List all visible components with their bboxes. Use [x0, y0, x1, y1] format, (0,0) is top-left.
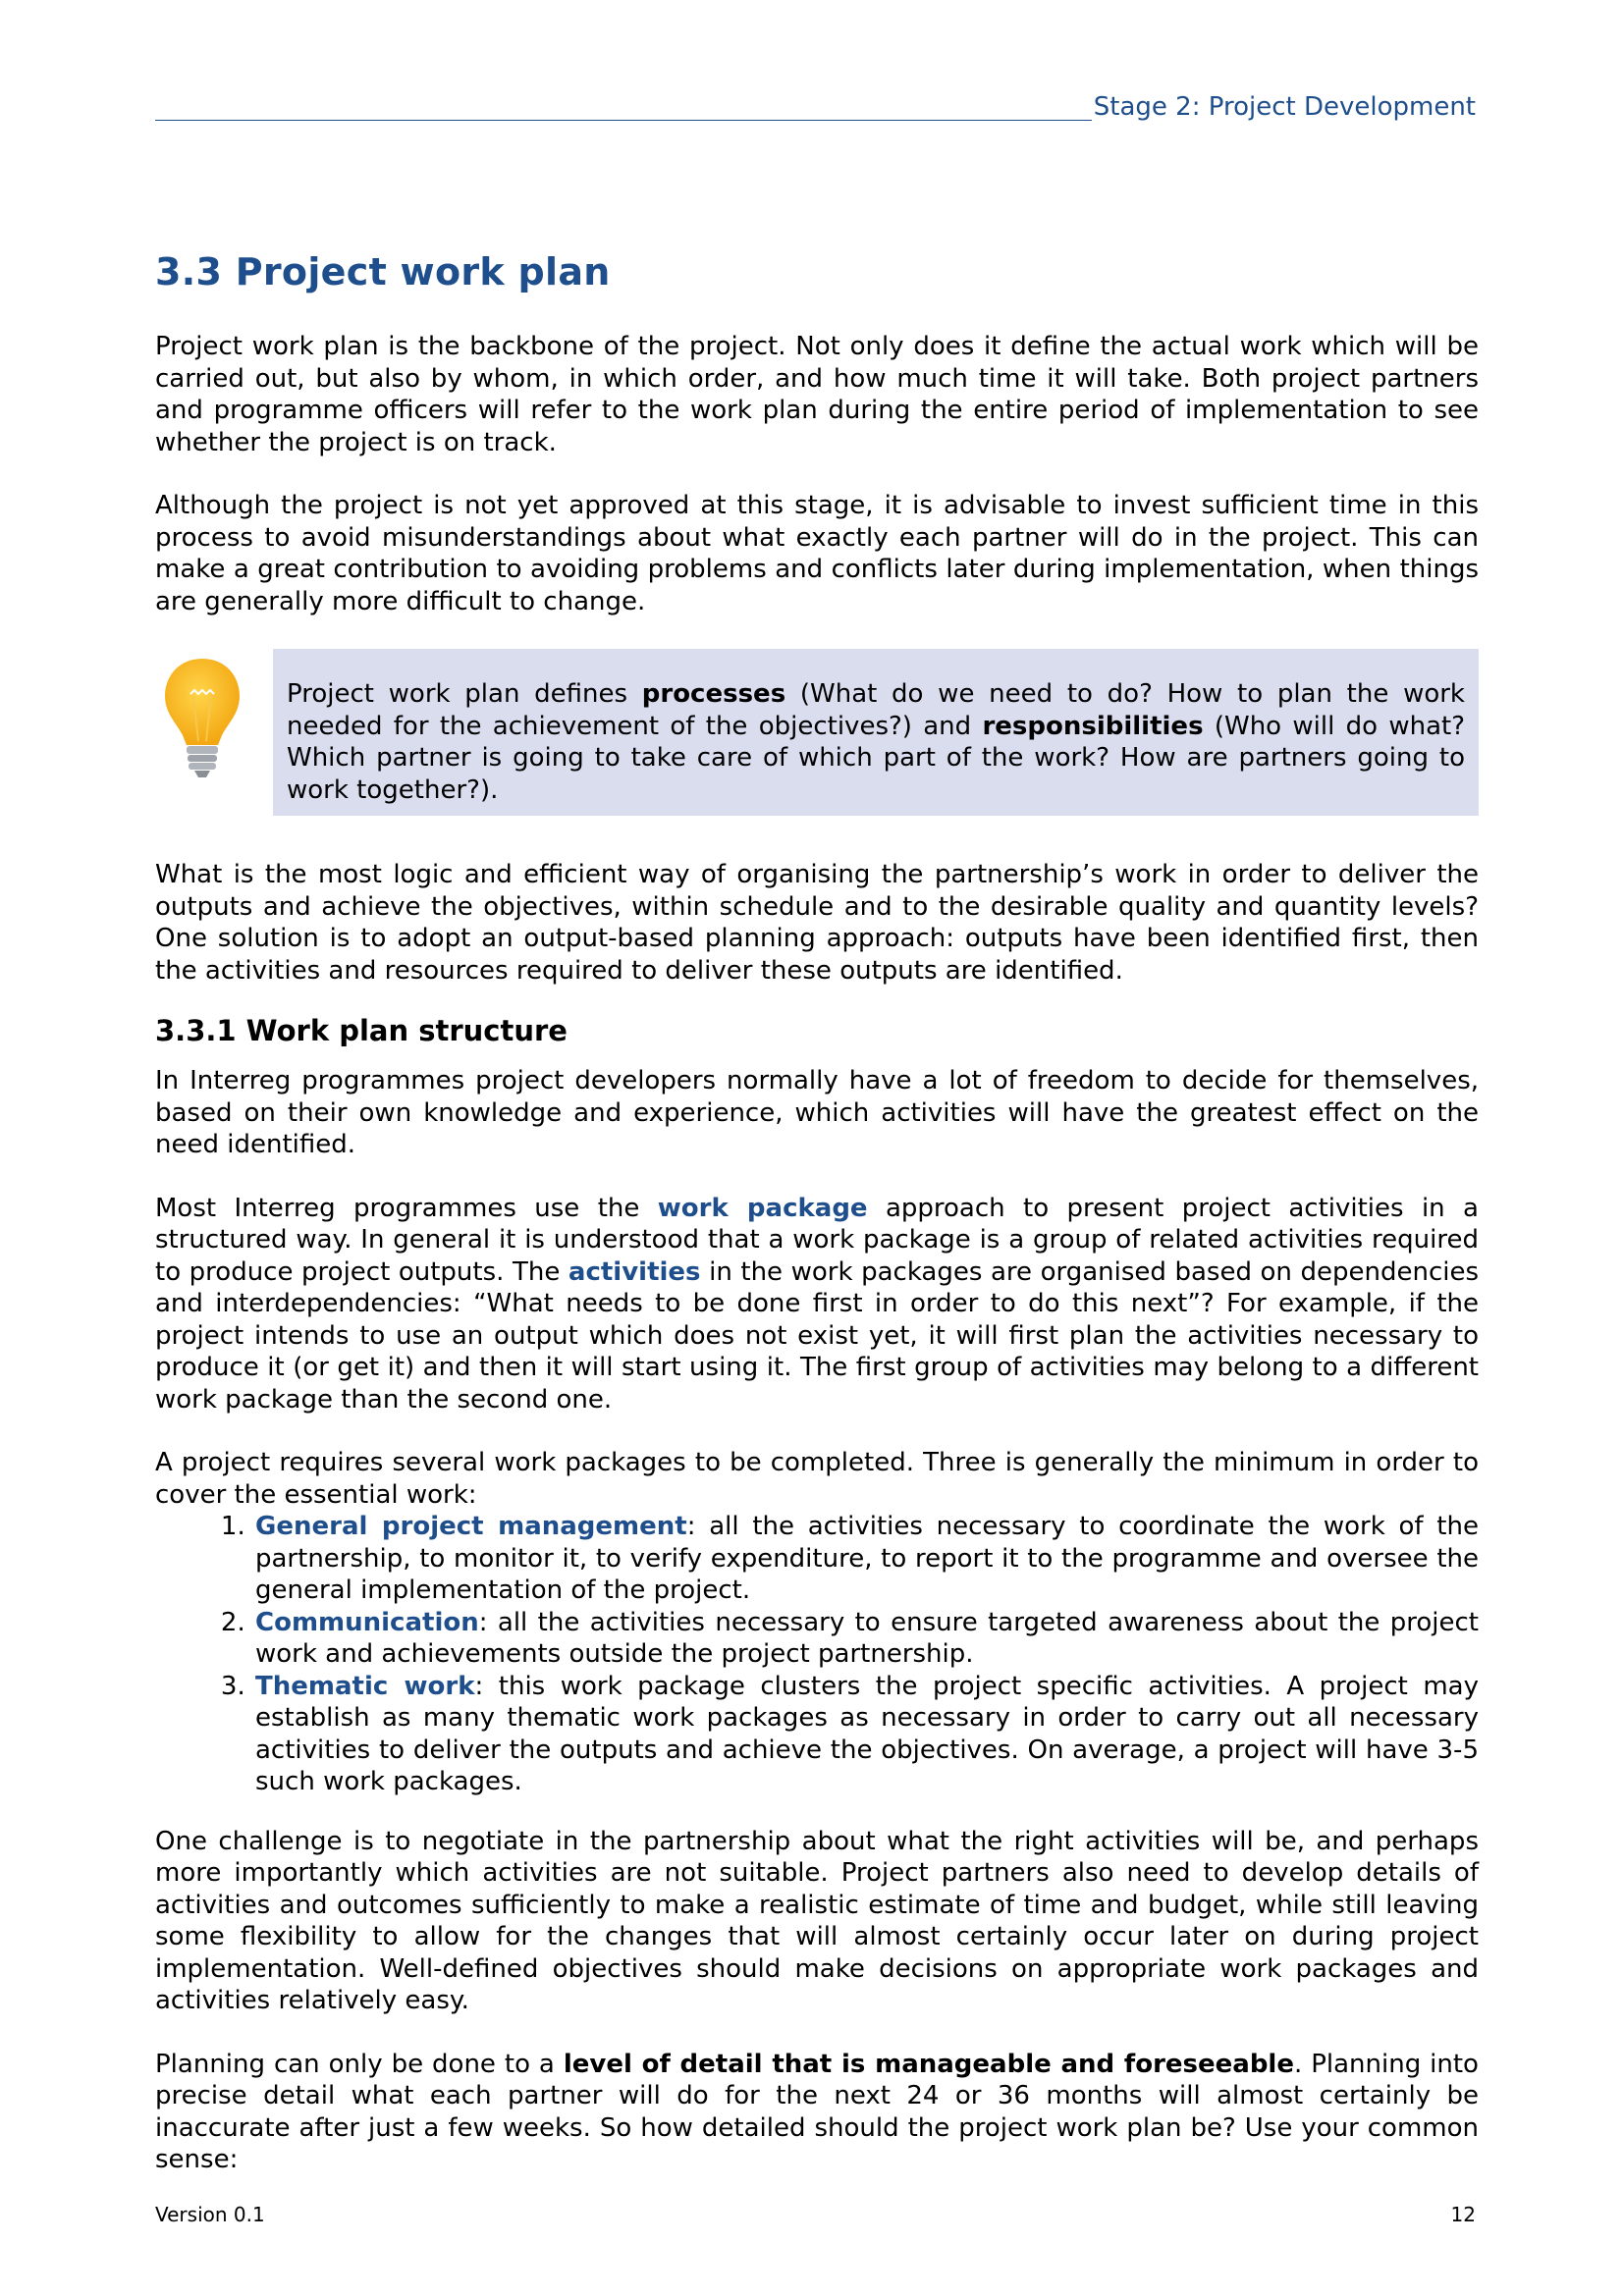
tip-text-part: (What do we need to do? How to plan the work needed for the achievement of the objectives?) and	[287, 679, 1465, 741]
footer-page-number: 12	[1450, 2203, 1476, 2226]
p5-text-a: Most Interreg programmes use the	[155, 1193, 658, 1223]
body-paragraph-7: One challenge is to negotiate in the partnership about what the right activities will be, and perhaps more importantly which activities are not suitable. Project partners also need to develop details of activities and outcomes sufficiently to make a realistic estimate of time and budget, while still leaving some flexibility to allow for the changes that will almost certainly occur later on during project implementation. Well-defined objectives should make decisions on appropriate work packages and activities relatively easy.	[155, 1826, 1479, 2015]
intro-paragraph-2: Although the project is not yet approved at this stage, it is advisable to invest sufficient time in this process to avoid misunderstandings about what exactly each partner will do in the project. This can make a great contribution to avoiding problems and conflicts later during implementation, when things are generally more difficult to change.	[155, 491, 1479, 616]
work-package-list	[155, 1511, 1479, 1798]
section-title: 3.3 Project work plan	[155, 250, 611, 294]
body-paragraph-5	[155, 1193, 1479, 1416]
list-item-term: Thematic work	[255, 1671, 475, 1701]
header-stage: Stage 2: Project Development	[1093, 92, 1476, 122]
list-item	[253, 1607, 1479, 1671]
list-item-text: : all the activities necessary to coordinate the work of the partnership, to monitor it, to verify expenditure, to report it to the programme and oversee the general implementation of the project.	[255, 1512, 1479, 1605]
term-activities: activities	[568, 1256, 701, 1287]
tip-bold-processes: processes	[641, 679, 786, 709]
term-work-package: work package	[657, 1193, 868, 1223]
tip-bold-responsibilities: responsibilities	[982, 711, 1204, 741]
header-rule	[155, 120, 1104, 121]
p5-text-c: in the work packages are organised based on dependencies and interdependencies: “What needs to be done first in order to do this next”? For example, if the project intends to use an output which does not exist yet, it will first plan the activities necessary to produce it (or get it) and then it will start using it. The first group of activities may belong to a different work package than the second one.	[155, 1256, 1480, 1415]
tip-text-part: (Who will do what? Which partner is going to take care of which part of the work? How are partners going to work together?).	[287, 711, 1465, 805]
list-item	[253, 1671, 1479, 1798]
lightbulb-icon	[161, 655, 243, 780]
page-content	[155, 250, 1479, 2176]
p8-bold: level of detail that is manageable and foreseeable	[563, 2049, 1294, 2079]
list-item	[253, 1511, 1479, 1607]
p5-text-b: approach to present project activities in a structured way. In general it is understood that a work package is a group of related activities required to produce project outputs. The	[155, 1193, 1479, 1287]
footer-version: Version 0.1	[155, 2203, 265, 2226]
p8-text-a: Planning can only be done to a	[155, 2049, 564, 2079]
list-item-term: Communication	[255, 1607, 479, 1637]
body-paragraph-3: What is the most logic and efficient way of organising the partnership’s work in order to deliver the outputs and achieve the objectives, within schedule and to the desirable quality and quantity levels? One solution is to adopt an output-based planning approach: outputs have been identified first, then the activities and resources required to deliver these outputs are identified.	[155, 860, 1479, 986]
tip-callout	[155, 649, 1479, 816]
tip-text	[287, 678, 1465, 806]
list-item-text: : all the activities necessary to ensure targeted awareness about the project work and achievements outside the project partnership.	[255, 1607, 1479, 1669]
tip-text-part: Project work plan defines	[287, 679, 642, 709]
body-paragraph-8	[155, 2049, 1479, 2176]
body-paragraph-6: A project requires several work packages to be completed. Three is generally the minimum in order to cover the essential work:	[155, 1448, 1479, 1510]
list-item-text: : this work package clusters the project specific activities. A project may establish as many thematic work packages as necessary in order to carry out all necessary activities to deliver the outputs and achieve the objectives. On average, a project will have 3-5 such work packages.	[255, 1671, 1479, 1796]
subsection-title: 3.3.1 Work plan structure	[155, 1014, 568, 1047]
body-paragraph-4: In Interreg programmes project developers normally have a lot of freedom to decide for themselves, based on their own knowledge and experience, which activities will have the greatest effect on the need identified.	[155, 1066, 1479, 1159]
list-item-term: General project management	[255, 1512, 687, 1541]
intro-paragraph-1: Project work plan is the backbone of the project. Not only does it define the actual work which will be carried out, but also by whom, in which order, and how much time it will take. Both project partners and programme officers will refer to the work plan during the entire period of implementation to see whether the project is on track.	[155, 332, 1479, 457]
tip-box	[273, 649, 1479, 816]
p8-text-c: . Planning into precise detail what each partner will do for the next 24 or 36 months will almost certainly be inaccurate after just a few weeks. So how detailed should the project work plan be? Use your common sense:	[155, 2049, 1479, 2174]
